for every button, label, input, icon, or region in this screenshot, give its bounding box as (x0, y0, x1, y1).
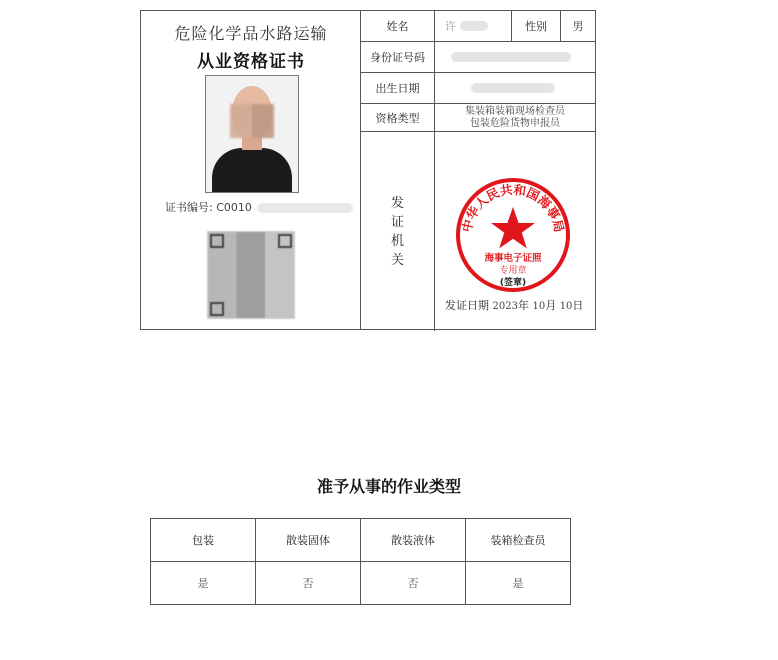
name-field (435, 11, 511, 41)
issuer-char: 关 (390, 252, 404, 268)
qr-corner-marker (210, 302, 224, 316)
seal-line1: 海事电子证照 (484, 253, 542, 264)
operations-title: 准予从事的作业类型 (316, 477, 461, 496)
birth-redaction (471, 83, 555, 93)
issue-date (445, 297, 583, 313)
issuer-char: 证 (390, 214, 404, 230)
name-label: 姓名 (361, 11, 435, 41)
operations-header-cell: 装箱检查员 (466, 519, 571, 562)
certificate-number-redaction (257, 203, 353, 213)
qualification-line2: 包装危险货物申报员 (470, 117, 560, 129)
certificate-number-label: 证书编号: (165, 201, 213, 214)
row-birth (361, 73, 595, 104)
birth-label: 出生日期 (361, 73, 435, 103)
row-id (361, 42, 595, 73)
operations-value-cell: 是 (466, 562, 571, 605)
operations-header-cell: 包装 (151, 519, 256, 562)
issuer-char: 发 (390, 195, 404, 211)
qr-corner-marker (210, 234, 224, 248)
operations-header-cell: 散装固体 (256, 519, 361, 562)
issue-day: 10 (559, 301, 573, 312)
id-field (435, 42, 595, 72)
operations-header-cell: 散装液体 (361, 519, 466, 562)
row-qualification (361, 104, 595, 132)
qr-code (207, 231, 295, 319)
id-redaction (451, 52, 571, 62)
photo-face-mosaic (230, 104, 274, 138)
issue-year: 2023 (492, 301, 518, 312)
qr-corner-marker (278, 234, 292, 248)
certificate-left-panel (141, 11, 361, 329)
issuer-char: 机 (390, 233, 404, 249)
holder-photo (205, 75, 299, 193)
name-value: 许 (445, 20, 456, 33)
operations-value-row (151, 562, 571, 605)
certificate-card (140, 10, 596, 330)
certificate-info-panel (361, 11, 595, 329)
photo-body (212, 148, 292, 193)
certificate-number-value: C0010 (216, 201, 252, 214)
id-label: 身份证号码 (361, 42, 435, 72)
gender-value: 男 (572, 20, 584, 33)
issue-date-label: 发证日期 (445, 299, 489, 312)
official-seal-icon (455, 177, 571, 293)
qualification-line1: 集装箱装箱现场检查员 (465, 105, 565, 117)
certificate-title-line1: 危险化学品水路运输 (174, 24, 328, 43)
birth-field (435, 73, 595, 103)
operations-value-cell: 否 (361, 562, 466, 605)
gender-label: 性别 (511, 11, 561, 41)
name-redaction (460, 21, 488, 31)
operations-table (150, 518, 571, 605)
certificate-title-line2: 从业资格证书 (197, 52, 305, 72)
certificate-number (165, 199, 353, 215)
day-char: 日 (572, 299, 584, 312)
qualification-label: 资格类型 (361, 104, 435, 131)
seal-star (491, 207, 535, 248)
year-char: 年 (517, 299, 529, 312)
seal-line2: 专用章 (499, 266, 527, 276)
issue-month: 10 (532, 301, 546, 312)
issuing-authority-label (361, 132, 435, 331)
qualification-value (435, 104, 595, 131)
month-char: 月 (545, 299, 557, 312)
row-name (361, 11, 595, 42)
operations-value-cell: 否 (256, 562, 361, 605)
seal-outer-textpath: 中华人民共和国海事局 (458, 181, 568, 234)
seal-line3: (签章) (499, 278, 527, 288)
operations-header-row (151, 519, 571, 562)
operations-value-cell: 是 (151, 562, 256, 605)
